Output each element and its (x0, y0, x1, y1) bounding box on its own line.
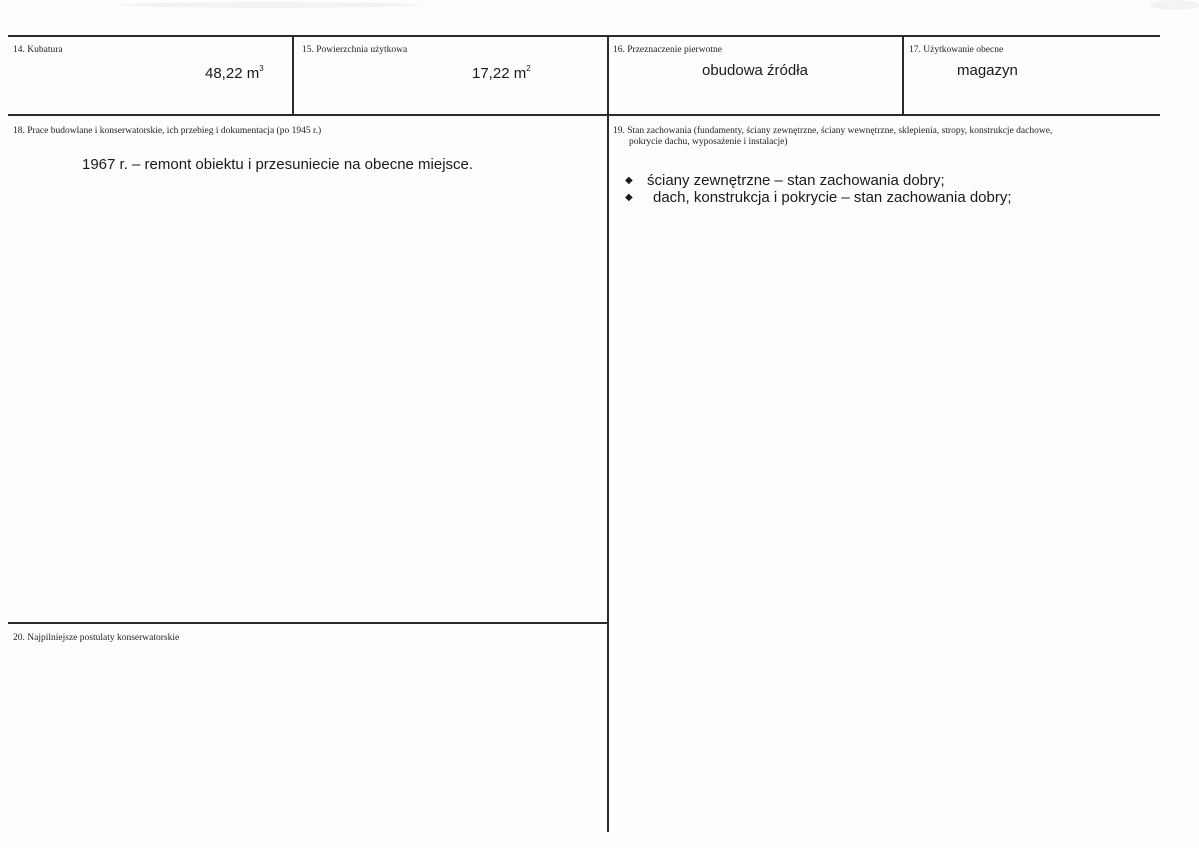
list-item (621, 172, 1012, 189)
top-rule (8, 35, 1160, 37)
field-17-value: magazyn (957, 62, 1018, 79)
row1-bottom-rule (8, 114, 1160, 116)
field-19-label: 19. Stan zachowania (fundamenty, ściany zewnętrzne, ściany wewnętrzne, sklepienia, stropy, konstrukcje dachowe, (613, 126, 1053, 136)
field-19-condition-list (621, 172, 1012, 206)
condition-roof: dach, konstrukcja i pokrycie – stan zachowania dobry; (653, 189, 1012, 206)
field-19-label-continued: pokrycie dachu, wyposażenie i instalacje) (629, 137, 788, 147)
row-18-20-rule (8, 622, 609, 624)
divider-16-17 (902, 35, 904, 116)
scan-smudge (120, 2, 420, 8)
field-15-value: 17,22 $m^2$ (472, 64, 531, 82)
field-14-unit-exponent: 3 (259, 64, 264, 73)
field-18-value: 1967 r. – remont obiektu i przesuniecie na obecne miejsce. (82, 156, 474, 173)
divider-14-15 (292, 35, 294, 116)
field-15-label: 15. Powierzchnia użytkowa (302, 45, 408, 55)
field-15-unit-exponent: 2 (526, 64, 531, 73)
bullet-diamond-icon: ◆ (625, 175, 633, 186)
field-14-label: 14. Kubatura (13, 45, 63, 55)
bullet-diamond-icon: ◆ (625, 192, 633, 203)
list-item (621, 189, 1012, 206)
scan-smudge (1150, 0, 1199, 10)
field-18-label: 18. Prace budowlane i konserwatorskie, ich przebieg i dokumentacja (po 1945 r.) (13, 126, 322, 136)
field-17-label: 17. Użytkowanie obecne (909, 45, 1004, 55)
condition-walls: ściany zewnętrzne – stan zachowania dobry; (647, 172, 945, 189)
field-16-label: 16. Przeznaczenie pierwotne (613, 45, 722, 55)
field-16-value: obudowa źródła (702, 62, 808, 79)
center-divider (607, 35, 609, 832)
field-14-value: 48,22 $m^3$ (205, 64, 264, 82)
field-20-label: 20. Najpilniejsze postulaty konserwatorskie (13, 633, 180, 643)
